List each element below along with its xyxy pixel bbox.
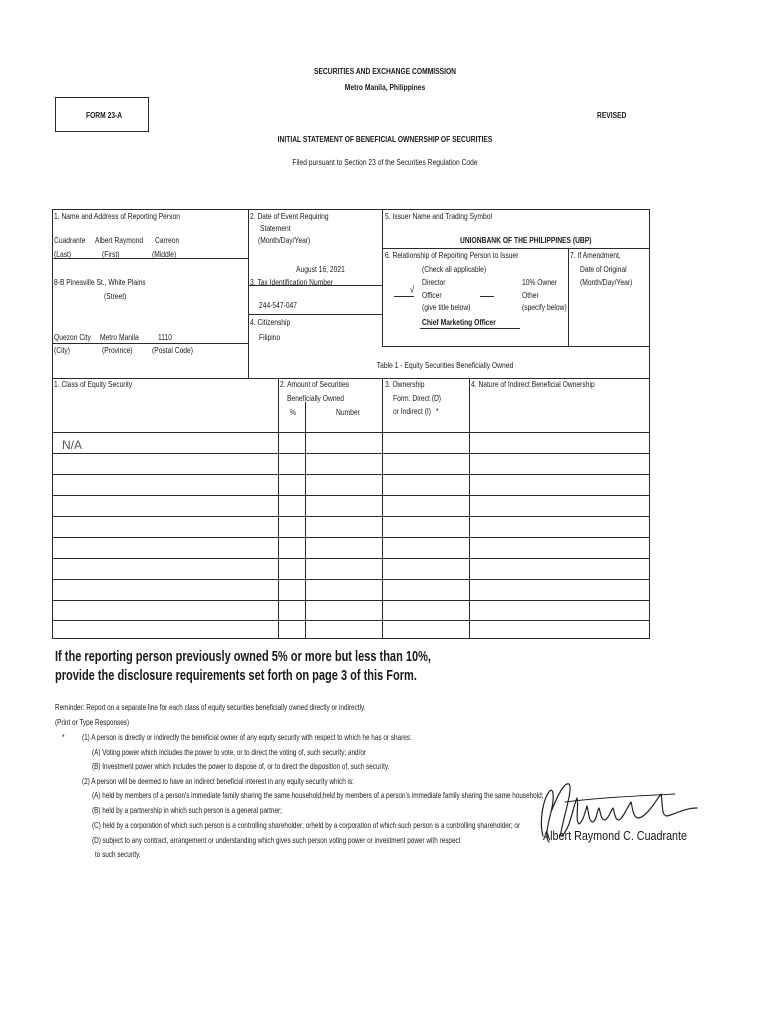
province-label: (Province) (102, 345, 133, 355)
agency-location: Metro Manila, Philippines (344, 82, 426, 92)
form-subtitle: Filed pursuant to Section 23 of the Securities Regulation Code (292, 157, 478, 167)
form-title: INITIAL STATEMENT OF BENEFICIAL OWNERSHIP OF SECURITIES (277, 134, 493, 144)
give-title-label: (give title below) (422, 302, 471, 312)
middle-name: Carreon (155, 235, 180, 245)
postal-code: 1110 (158, 332, 172, 342)
table-row-line (52, 620, 650, 621)
col3-header-3: or Indirect (I) (393, 406, 432, 416)
first-row-value: N/A (62, 438, 83, 452)
table-row-line (52, 453, 650, 454)
divider (52, 343, 248, 344)
officer-checkbox-line (394, 296, 414, 297)
form-label: FORM 23-A (86, 110, 123, 120)
col2-pct: % (290, 407, 296, 417)
reminder-star: * (62, 733, 65, 742)
revised-label: REVISED (597, 110, 627, 120)
print-note: (Print or Type Responses) (55, 718, 130, 727)
notice-line2: provide the disclosure requirements set forth on page 3 of this Form. (55, 668, 417, 684)
officer-title-underline (420, 328, 520, 329)
box7-heading-2: Date of Original (580, 264, 627, 274)
divider (305, 402, 306, 639)
col2-number: Number (336, 407, 360, 417)
last-label: (Last) (54, 249, 72, 259)
divider (248, 209, 249, 378)
note-2d: (D) subject to any contract, arrangement or understanding which gives such person voting power or investment power with respect (92, 836, 461, 845)
issuer-name: UNIONBANK OF THE PHILIPPINES (UBP) (460, 235, 592, 245)
table-row-line (52, 600, 650, 601)
table-row-line (52, 432, 650, 433)
other-label: Other (522, 290, 539, 300)
box7-heading: 7. If Amendment, (570, 250, 621, 260)
box4-heading: 4. Citizenship (250, 317, 291, 327)
postal-label: (Postal Code) (152, 345, 193, 355)
street-label: (Street) (104, 291, 127, 301)
officer-label: Officer (422, 290, 442, 300)
citizenship: Filipino (259, 332, 281, 342)
form-label-box (55, 97, 149, 132)
box1-heading: 1. Name and Address of Reporting Person (54, 211, 180, 221)
middle-label: (Middle) (152, 249, 177, 259)
note-1b: (B) Investment power which includes the power to dispose of, or to direct the disposition of, such security. (92, 762, 390, 771)
city: Quezon City (54, 332, 91, 342)
event-date: August 16, 2021 (296, 264, 345, 274)
box7-heading-3: (Month/Day/Year) (580, 277, 633, 287)
note-2c: (C) held by a corporation of which such person is a controlling shareholder; orheld by a corporation of which such person is a controlling shareholder; or (92, 821, 521, 830)
col2-header-2: Beneficially Owned (287, 393, 345, 403)
divider (382, 248, 650, 249)
note-2: (2) A person will be deemed to have an indirect beneficial interest in any equity security which is: (82, 777, 354, 786)
box6-heading: 6. Relationship of Reporting Person to Issuer (385, 250, 519, 260)
last-name: Cuadrante (54, 235, 86, 245)
ten-pct-owner-label: 10% Owner (522, 277, 558, 287)
box3-heading: 3. Tax Identification Number (250, 277, 333, 287)
divider (52, 258, 248, 259)
divider (248, 314, 382, 315)
table-row-line (52, 579, 650, 580)
specify-label: (specify below) (522, 302, 567, 312)
province: Metro Manila (100, 332, 139, 342)
street-address: 8-B Pinesville St., White Plains (54, 277, 146, 287)
table-row-line (52, 558, 650, 559)
signatory-name: Albert Raymond C. Cuadrante (543, 829, 688, 843)
other-checkbox-line (480, 296, 494, 297)
city-label: (City) (54, 345, 71, 355)
divider (568, 248, 569, 346)
first-name: Albert Raymond (95, 235, 144, 245)
notice-line1: If the reporting person previously owned 5% or more but less than 10%, (55, 649, 431, 665)
table-row-line (52, 474, 650, 475)
note-1a: (A) Voting power which includes the power to vote, or to direct the voting of, such security; and/or (92, 748, 367, 757)
reminder: Reminder: Report on a separate line for each class of equity securities beneficially owned directly or indirectly. (55, 703, 366, 712)
table-row-line (52, 537, 650, 538)
col3-star: * (436, 406, 439, 416)
col3-header: 3. Ownership (385, 379, 425, 389)
agency-name: SECURITIES AND EXCHANGE COMMISSION (313, 66, 457, 76)
note-2d-cont: to such security. (95, 850, 141, 859)
divider (382, 346, 650, 347)
note-2a: (A) held by members of a person's immediate family sharing the same household;held by members of a person's immediate family sharing the same household; (92, 791, 544, 800)
box2-heading-2: Statement (260, 223, 291, 233)
box5-heading: 5. Issuer Name and Trading Symbol (385, 211, 492, 221)
divider (382, 209, 383, 346)
form-grid (52, 209, 650, 639)
check-all-label: (Check all applicable) (422, 264, 487, 274)
col1-header: 1. Class of Equity Security (54, 379, 133, 389)
box2-heading-3: (Month/Day/Year) (258, 235, 311, 245)
table-row-line (52, 516, 650, 517)
note-1: (1) A person is directly or indirectly the beneficial owner of any equity security with respect to which he has or shares: (82, 733, 412, 742)
table1-title: Table 1 - Equity Securities Beneficially Owned (376, 360, 514, 370)
first-label: (First) (102, 249, 120, 259)
tax-id: 244-547-047 (259, 300, 298, 310)
officer-title: Chief Marketing Officer (422, 317, 496, 327)
director-label: Director (422, 277, 446, 287)
officer-checkmark: √ (410, 285, 415, 296)
col4-header: 4. Nature of Indirect Beneficial Ownership (471, 379, 595, 389)
col2-header: 2. Amount of Securities (280, 379, 349, 389)
box2-heading: 2. Date of Event Requiring (250, 211, 329, 221)
col3-header-2: Form: Direct (D) (393, 393, 442, 403)
table-row-line (52, 495, 650, 496)
note-2b: (B) held by a partnership in which such person is a general partner; (92, 806, 282, 815)
